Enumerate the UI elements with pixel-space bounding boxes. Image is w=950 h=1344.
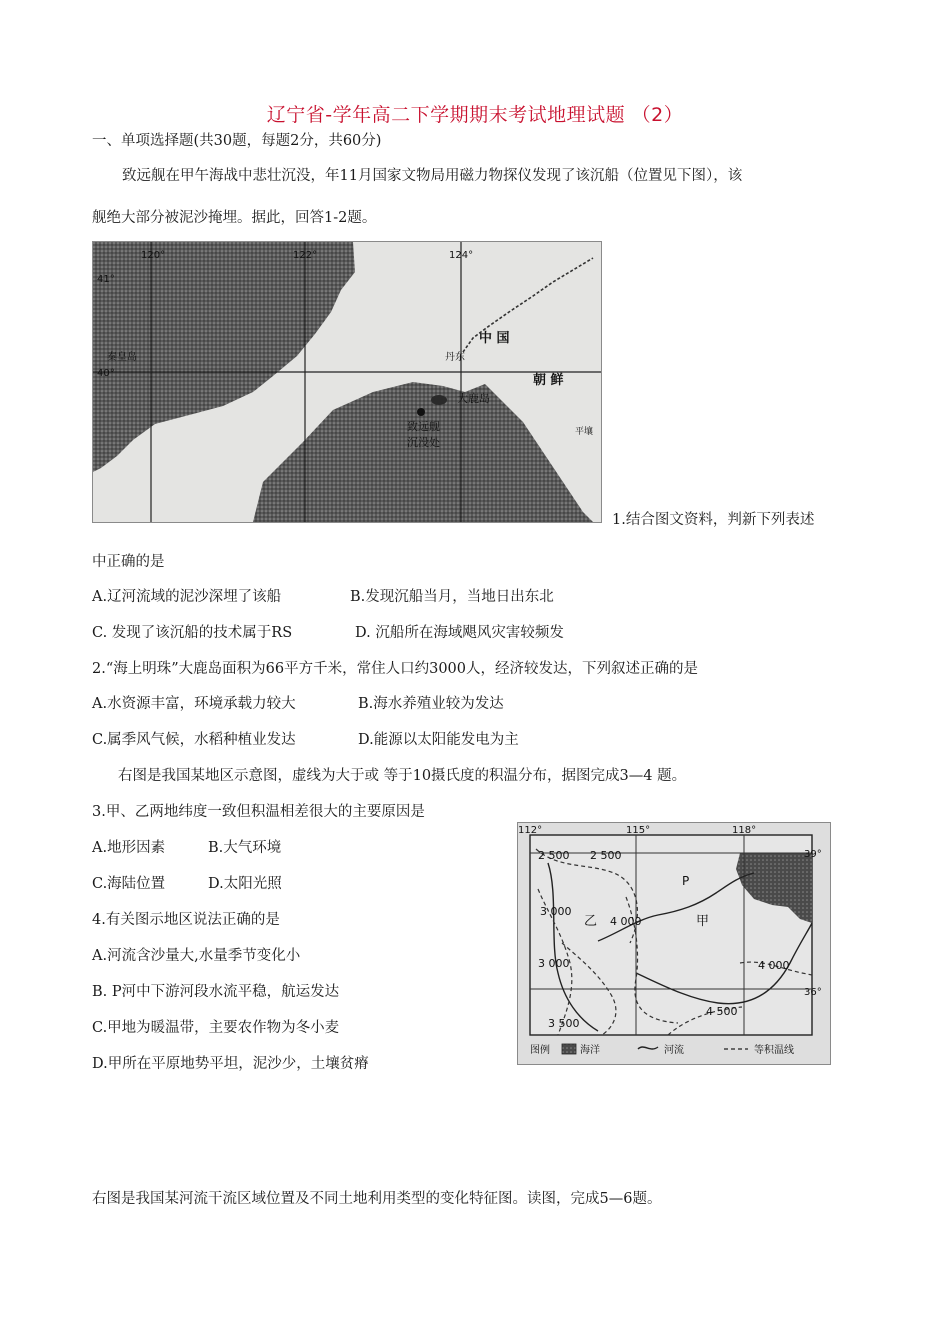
pyongyang-label: 平壤 — [575, 427, 594, 437]
lon-label-120: 120° — [141, 250, 166, 261]
dalu-island-shape — [431, 395, 447, 405]
q3-option-c: C.海陆位置 — [92, 876, 166, 892]
q1-option-c: C. 发现了该沉船的技术属于RS — [92, 625, 293, 641]
lon-label-122: 122° — [293, 250, 318, 261]
place-label-jia: 甲 — [696, 914, 710, 929]
isotherm-label-4: 4 000 — [610, 915, 642, 928]
korea-label: 朝 鲜 — [533, 373, 564, 388]
legend-isotherm: 等积温线 — [754, 1045, 794, 1056]
dalu-island-label: 大鹿岛 — [457, 392, 490, 405]
q4-option-b: B. P河中下游河段水流平稳，航运发达 — [92, 984, 340, 1000]
legend-sea: 海洋 — [580, 1045, 600, 1056]
isotherm-label-7: 4 500 — [706, 1005, 738, 1018]
q2-option-b: B.海水养殖业较为发达 — [358, 696, 504, 712]
legend-sea-swatch — [562, 1044, 576, 1054]
q1-stem-part2: 中正确的是 — [92, 554, 165, 570]
q3-option-d: D.太阳光照 — [208, 876, 282, 892]
isotherm-map-figure — [517, 822, 831, 1065]
q4-option-a: A.河流含沙量大,水量季节变化小 — [92, 948, 301, 964]
qinhuangdao-label: 秦皇岛 — [107, 352, 137, 363]
lon-label-115: 115° — [626, 825, 651, 836]
q3-stem: 3.甲、乙两地纬度一致但积温相差很大的主要原因是 — [92, 804, 425, 820]
isotherm-label-6: 4 000 — [758, 959, 790, 972]
q4-stem: 4.有关图示地区说法正确的是 — [92, 912, 280, 928]
wreck-label-1: 致远舰 — [407, 420, 440, 433]
isotherm-map-svg — [518, 823, 830, 1064]
lat-label-40: 40° — [97, 368, 115, 379]
southern-land — [253, 382, 593, 522]
lat-label-36: 36° — [804, 987, 822, 998]
bohai-map-svg — [93, 242, 601, 522]
wreck-marker — [417, 408, 425, 416]
lon-label-124: 124° — [449, 250, 474, 261]
q3-option-a: A.地形因素 — [92, 840, 166, 856]
intro3: 右图是我国某河流干流区域位置及不同土地利用类型的变化特征图。读图，完成5—6题。 — [92, 1191, 662, 1207]
lon-label-118: 118° — [732, 825, 757, 836]
section-heading: 一、单项选择题(共30题，每题2分，共60分) — [92, 133, 382, 149]
q2-option-d: D.能源以太阳能发电为主 — [358, 732, 519, 748]
intro2: 右图是我国某地区示意图，虚线为大于或 等于10摄氏度的积温分布，据图完成3—4 题。 — [118, 768, 687, 784]
bohai-map-figure — [92, 241, 602, 523]
q2-stem: 2.“海上明珠”大鹿岛面积为66平方千米，常住人口约3000人，经济较发达，下列叙述正确的是 — [92, 661, 699, 677]
q3-option-b: B.大气环境 — [208, 840, 282, 856]
place-label-yi: 乙 — [584, 914, 598, 929]
q2-option-a: A.水资源丰富，环境承载力较大 — [92, 696, 296, 712]
q4-option-d: D.甲所在平原地势平坦，泥沙少，土壤贫瘠 — [92, 1056, 369, 1072]
intro1-line2: 舰绝大部分被泥沙掩埋。据此，回答1-2题。 — [92, 210, 377, 226]
china-label: 中 国 — [479, 331, 510, 346]
isotherm-label-1: 2 500 — [538, 849, 570, 862]
q4-option-c: C.甲地为暖温带，主要农作物为冬小麦 — [92, 1020, 340, 1036]
place-label-p: P — [682, 874, 690, 888]
isotherm-label-8: 3 500 — [548, 1017, 580, 1030]
legend-title: 图例 — [530, 1045, 550, 1056]
isotherm-label-3: 3 000 — [540, 905, 572, 918]
legend-river-swatch — [638, 1047, 658, 1049]
intro1-line1: 致远舰在甲午海战中悲壮沉没，年11月国家文物局用磁力物探仪发现了该沉船（位置见下图），该 — [122, 168, 743, 184]
dandong-label: 丹东 — [445, 352, 465, 363]
q1-option-d: D. 沉船所在海域飓风灾害较频发 — [355, 625, 564, 641]
legend-river: 河流 — [664, 1045, 684, 1056]
wreck-label-2: 沉没处 — [407, 436, 440, 449]
lat-label-41: 41° — [97, 274, 115, 285]
q1-stem-part1: 1.结合图文资料，判新下列表述 — [612, 512, 815, 528]
lat-label-39: 39° — [804, 849, 822, 860]
lon-label-112: 112° — [518, 825, 543, 836]
q1-option-a: A.辽河流域的泥沙深埋了该船 — [92, 589, 282, 605]
page-title: 辽宁省-学年高二下学期期末考试地理试题 （2） — [266, 104, 684, 126]
isotherm-label-5: 3 000 — [538, 957, 570, 970]
q1-option-b: B.发现沉船当月，当地日出东北 — [350, 589, 554, 605]
isotherm-label-2: 2 500 — [590, 849, 622, 862]
q2-option-c: C.属季风气候，水稻种植业发达 — [92, 732, 296, 748]
